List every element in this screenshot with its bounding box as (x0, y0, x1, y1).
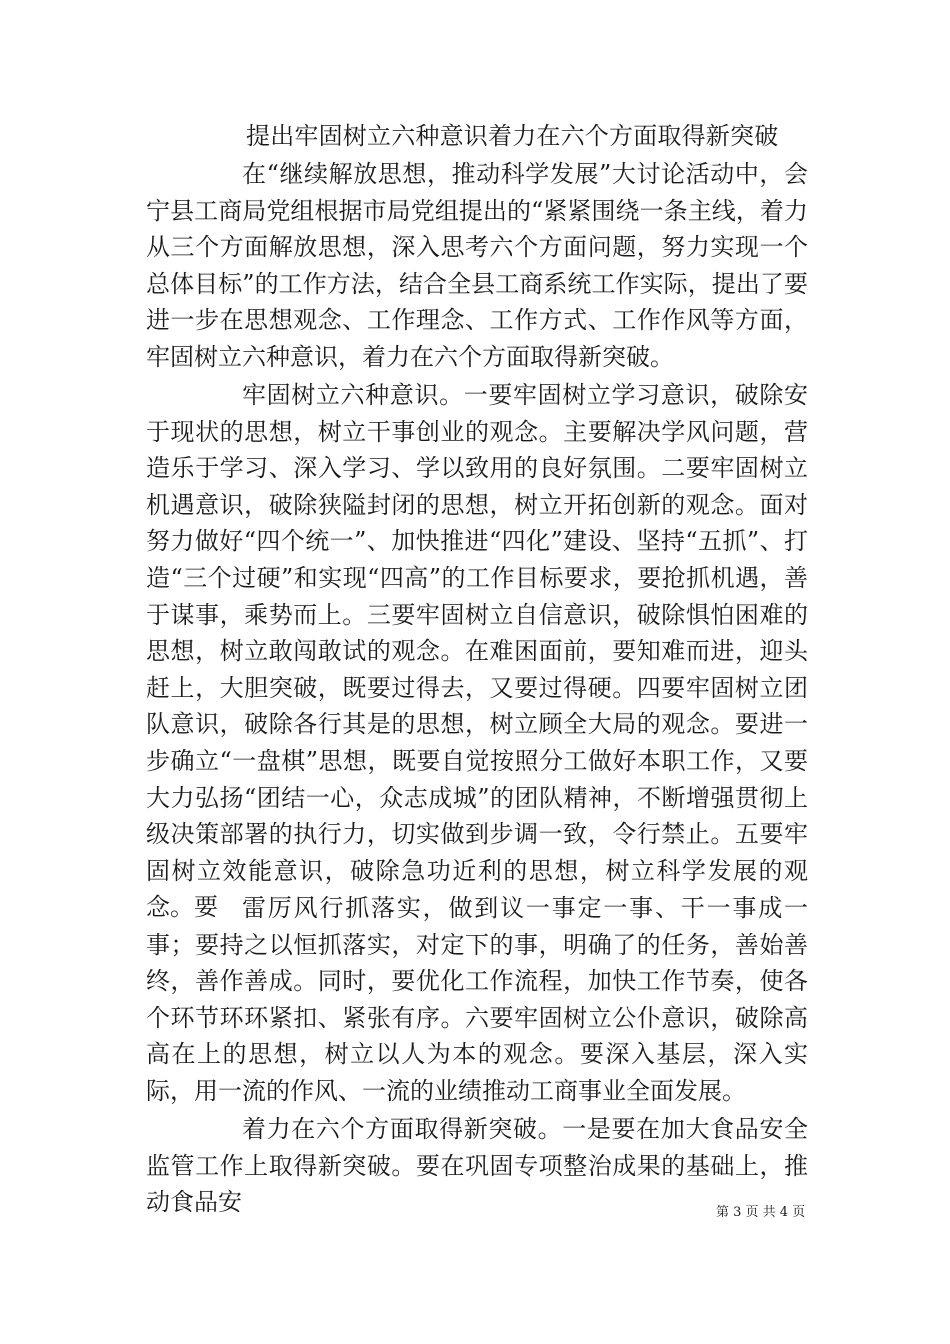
paragraph-continuation: 雷厉风行抓落实，做到议一事定一事、干一事成一事；要持之以恒抓落实，对定下的事，明确了的任务，善始善终，善作善成。同时，要优化工作流程，加快工作节奏，使各个环节环环紧扣、紧张有序。六要牢固树立公仆意识，破除高高在上的思想，树立以人为本的观念。要深入基层，深入实际，用一流的作风、一流的业绩推动工商事业全面发展。 (146, 894, 808, 1105)
document-title: 提出牢固树立六种意识着力在六个方面取得新突破 (246, 122, 779, 150)
paragraph-intro: 在“继续解放思想，推动科学发展”大讨论活动中，会宁县工商局党组根据市局党组提出的“紧紧围绕一条主线，着力从三个方面解放思想，深入思考六个方面问题，努力实现一个总体目标”的工作方法，结合全县工商系统工作实际，提出了要进一步在思想观念、工作理念、工作方式、工作作风等方面，牢固树立六种意识，着力在六个方面取得新突破。 (146, 160, 808, 371)
page-number-footer: 第 3 页 共 4 页 (716, 1205, 806, 1220)
paragraph-six-awareness: 牢固树立六种意识。一要牢固树立学习意识，破除安于现状的思想，树立干事创业的观念。主要解决学风问题，营造乐于学习、深入学习、学以致用的良好氛围。二要牢固树立机遇意识，破除狭隘封闭的思想，树立开拓创新的观念。面对努力做好“四个统一”、加快推进“四化”建设、坚持“五抓”、打造“三个过硬”和实现“四高”的工作目标要求，要抢抓机遇，善于谋事，乘势而上。三要牢固树立自信意识，破除惧怕困难的思想，树立敢闯敢试的观念。在难困面前，要知难而进，迎头赶上，大胆突破，既要过得去，又要过得硬。四要牢固树立团队意识，破除各行其是的思想，树立顾全大局的观念。要进一步确立“一盘棋”思想，既要自觉按照分工做好本职工作，又要大力弘扬“团结一心，众志成城”的团队精神，不断增强贯彻上级决策部署的执行力，切实做到步调一致，令行禁止。五要牢固树立效能意识，破除急功近利的思想，树立科学发展的观念。要 (146, 381, 808, 922)
paragraph-six-breakthroughs: 着力在六个方面取得新突破。一是要在加大食品安全监管工作上取得新突破。要在巩固专项整治成果的基础上，推动食品安 (146, 1115, 808, 1217)
